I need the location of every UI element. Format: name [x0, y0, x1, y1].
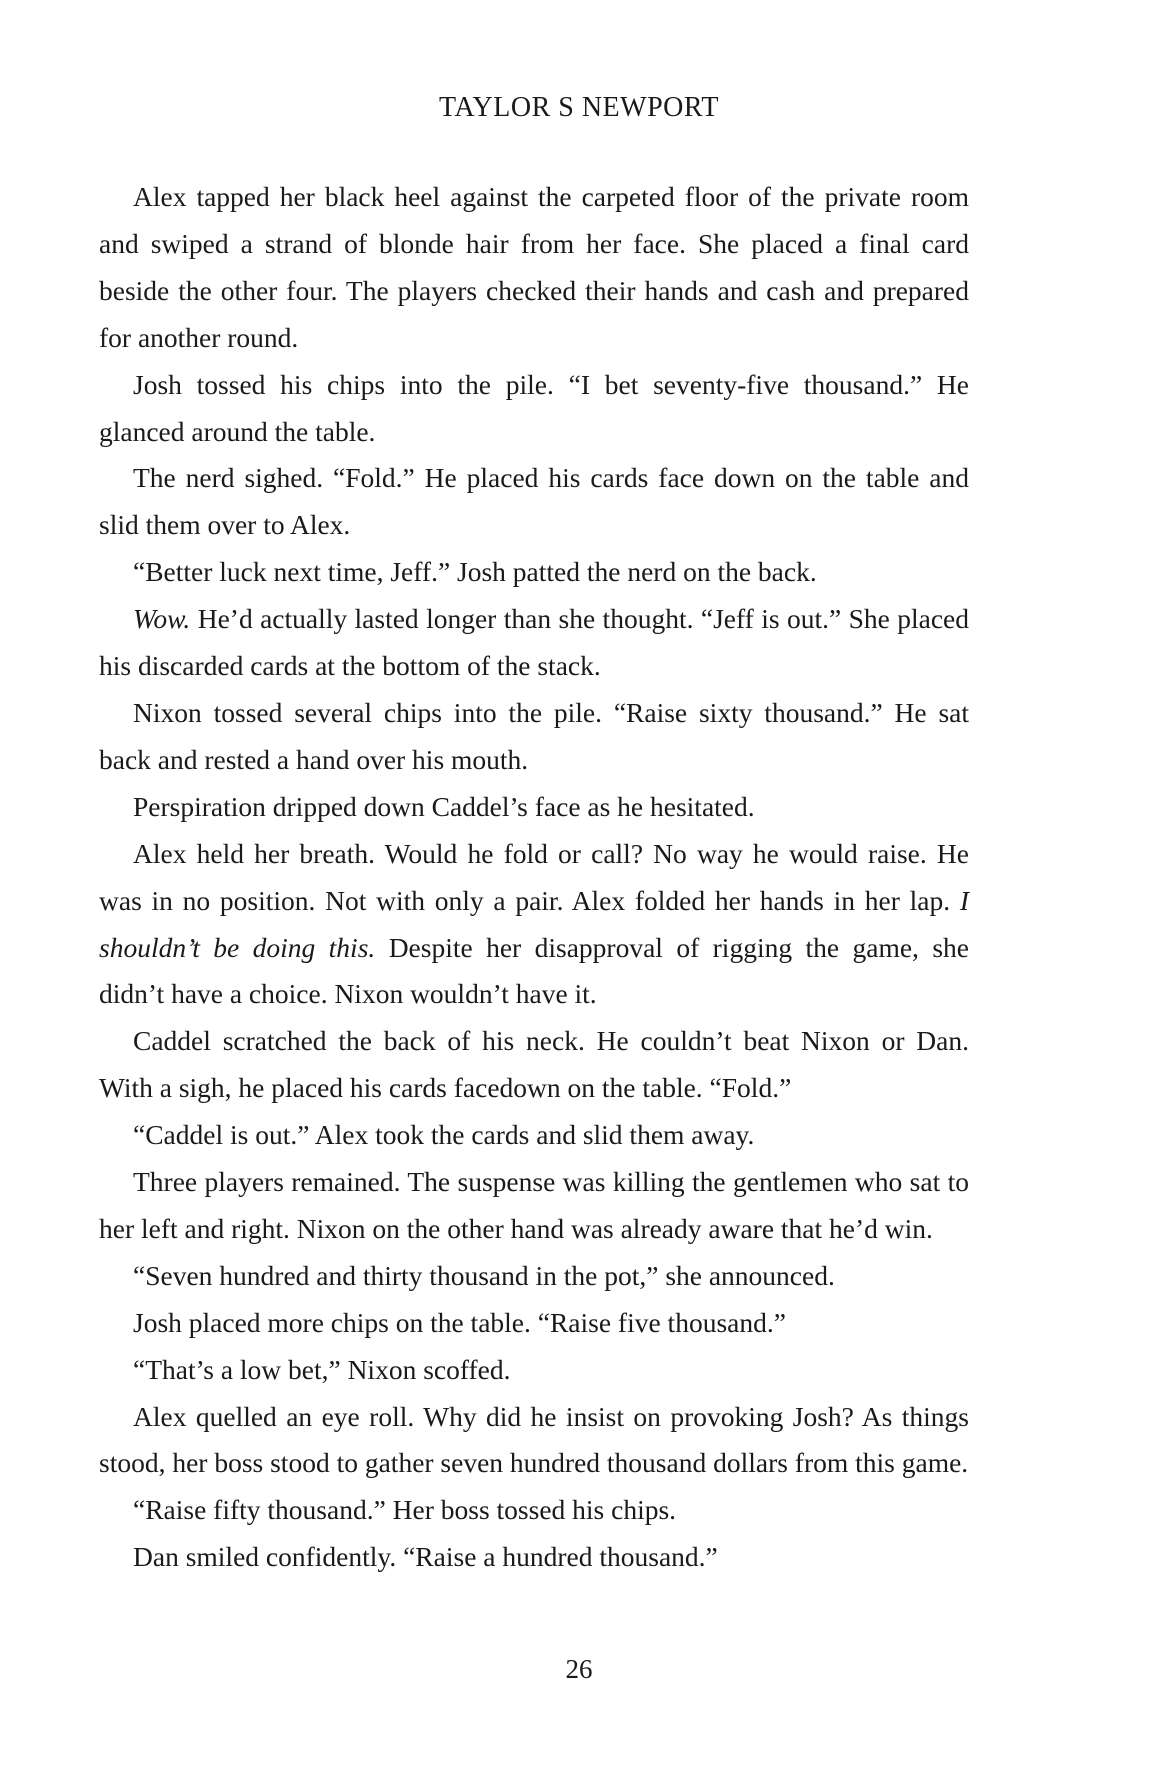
- paragraph: “Seven hundred and thirty thousand in the pot,” she announced.: [133, 1259, 835, 1291]
- paragraph: [99, 831, 969, 1019]
- paragraph: Josh tossed his chips into the pile. “I bet seventy-five thousand.” He glanced around the table.: [99, 368, 969, 447]
- paragraph: Dan smiled confidently. “Raise a hundred thousand.”: [133, 1541, 718, 1573]
- paragraph-text: Despite her disapproval of rigging the game, she didn’t have a choice. Nixon wouldn’t have it.: [99, 931, 970, 1010]
- paragraph: The nerd sighed. “Fold.” He placed his cards face down on the table and slid them over to Alex.: [99, 462, 969, 541]
- paragraph: Nixon tossed several chips into the pile. “Raise sixty thousand.” He sat back and rested a hand over his mouth.: [99, 696, 969, 775]
- italic-thought: Wow.: [133, 603, 191, 635]
- paragraph: Alex tapped her black heel against the carpeted floor of the private room and swiped a strand of blonde hair from her face. She placed a final card beside the other four. The players checked their hands and cash and prepared for another round.: [99, 181, 969, 353]
- paragraph-text: Alex held her breath. Would he fold or call? No way he would raise. He was in no position. Not with only a pair. Alex folded her hands in her lap.: [99, 837, 969, 916]
- paragraph: Alex quelled an eye roll. Why did he insist on provoking Josh? As things stood, her boss stood to gather seven hundred thousand dollars from this game.: [99, 1400, 969, 1479]
- chapter-body: [99, 174, 969, 1581]
- paragraph: “Caddel is out.” Alex took the cards and slid them away.: [133, 1119, 755, 1151]
- paragraph-text: He’d actually lasted longer than she thought. “Jeff is out.” She placed his discarded cards at the bottom of the stack.: [99, 603, 969, 682]
- paragraph: “Better luck next time, Jeff.” Josh patted the nerd on the back.: [133, 556, 817, 588]
- paragraph: “That’s a low bet,” Nixon scoffed.: [133, 1353, 511, 1385]
- paragraph: Caddel scratched the back of his neck. He couldn’t beat Nixon or Dan. With a sigh, he placed his cards facedown on the table. “Fold.”: [99, 1025, 969, 1104]
- running-head: TAYLOR S NEWPORT: [439, 92, 719, 123]
- page-number: 26: [565, 1654, 593, 1684]
- italic-thought: I shouldn’t be doing this.: [99, 884, 969, 963]
- paragraph: [99, 596, 969, 690]
- paragraph: Perspiration dripped down Caddel’s face as he hesitated.: [133, 790, 755, 822]
- paragraph: Three players remained. The suspense was killing the gentlemen who sat to her left and right. Nixon on the other hand was already aware that he’d win.: [99, 1166, 969, 1244]
- paragraph: “Raise fifty thousand.” Her boss tossed his chips.: [133, 1494, 677, 1526]
- paragraph: Josh placed more chips on the table. “Raise five thousand.”: [133, 1306, 786, 1338]
